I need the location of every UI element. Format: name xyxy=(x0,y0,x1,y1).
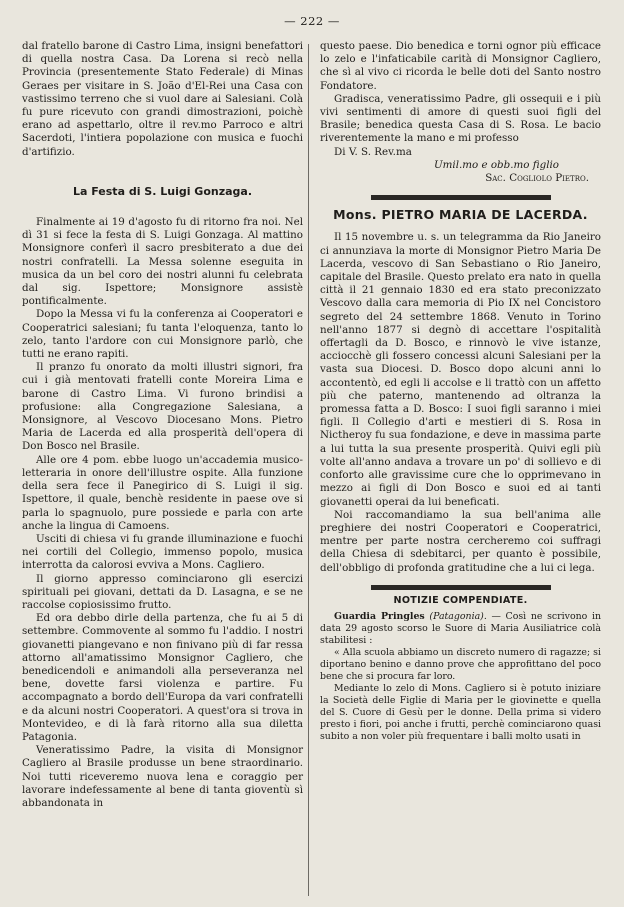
page-number: — 222 — xyxy=(284,14,340,28)
place-region: (Patagonia). xyxy=(429,610,487,622)
paragraph-lead xyxy=(320,611,601,647)
paragraph: Usciti di chiesa vi fu grande illuminazione e fuochi nei cortili del Collegio, immenso popolo, musica interrotta da calorosi evviva a Mons. Cagliero. xyxy=(22,532,303,572)
column-divider xyxy=(308,44,309,896)
left-column xyxy=(22,40,303,810)
paragraph: questo paese. Dio benedica e torni ognor più efficace lo zelo e l'infaticabile carità di Monsignor Cagliero, che sì al vivo ci ricorda le belle doti del Santo nostro Fondatore. xyxy=(320,40,601,92)
section-heading-festa: La Festa di S. Luigi Gonzaga. xyxy=(72,184,253,198)
paragraph: Veneratissimo Padre, la visita di Monsignor Cagliero al Brasile produsse un bene straordinario. Noi tutti riceveremo nuova lena e coraggio per lavorare indefessamente al bene di tanta gioventù sì abbandonata in xyxy=(22,744,303,809)
section-rule xyxy=(371,195,551,200)
paragraph: Dopo la Messa vi fu la conferenza ai Cooperatori e Cooperatrici salesiani; fu tanta l'eloquenza, tanto lo zelo, tanto l'ardore con cui Monsignore parlò, che tutti ne erano rapiti. xyxy=(22,308,303,361)
paragraph: Mediante lo zelo di Mons. Cagliero si è potuto iniziare la Società delle Figlie di Maria per le giovinette e quella del S. Cuore di Gesù per le donne. Della prima si videro presto i fiori, poi anche i frutti, perchè cominciarono quasi subito a non voler più frequentare i balli molto usati in xyxy=(320,682,601,742)
paragraph: Di V. S. Rev.ma xyxy=(334,145,412,158)
paragraph: Il pranzo fu onorato da molti illustri signori, fra cui i già mentovati fratelli conte Moreira Lima e barone di Castro Lima. Vi furono brindisi a profusione: alla Congregazione Salesiana, a Monsignore, al Vescovo Diocesano Mons. Pietro Maria de Lacerda ed alla prosperità dell'opera di Don Bosco nel Brasile. xyxy=(22,361,303,453)
section-heading-lacerda: Mons. PIETRO MARIA DE LACERDA. xyxy=(333,207,588,223)
paragraph: Noi raccomandiamo la sua bell'anima alle preghiere dei nostri Cooperatori e Cooperatrici, mentre per parte nostra cercheremo coi suffragi della Chiesa di sdebitarci, per quanto è possibile, dell'obbligo di profonda gratitudine che a lui ci lega. xyxy=(320,508,601,574)
signature-name: Sac. Cogliolo Pietro. xyxy=(485,172,589,185)
paragraph: Alle ore 4 pom. ebbe luogo un'accademia musico-letteraria in onore dell'illustre ospite. Alla funzione della sera fece il Panegirico di S. Luigi il sig. Ispettore, il quale, benchè residente in paese ove si parla lo spagnuolo, pure possiede e parla con arte anche la lingua di Camoens. xyxy=(22,453,303,532)
paragraph: Il giorno appresso cominciarono gli esercizi spirituali pei giovani, dettati da D. Lasagna, e se ne raccolse copiosissimo frutto. xyxy=(22,572,303,611)
section-rule xyxy=(371,585,551,590)
signature-salutation: Umil.mo e obb.mo figlio xyxy=(433,158,559,171)
right-column xyxy=(320,40,601,743)
place-name: Guardia Pringles xyxy=(334,610,425,622)
lead-text: — Così ne scrivono in data 29 agosto scorso le Suore di Maria Ausiliatrice colà stabilitesi : xyxy=(320,610,601,646)
paragraph: Finalmente ai 19 d'agosto fu di ritorno fra noi. Nel dì 31 si fece la festa di S. Luigi Gonzaga. Al mattino Monsignore conferì il sacro presbiterato a due dei nostri confratelli. La Messa solenne eseguita in musica da un bel coro dei nostri alunni fu celebrata dal sig. Ispettore; Monsignore assistè pontificalmente. xyxy=(22,216,303,308)
paragraph: Ed ora debbo dirle della partenza, che fu ai 5 di settembre. Commovente al sommo fu l'addio. I nostri giovanetti piangevano e non finivano più di far ressa attorno all'amatissimo Monsignor Cagliero, che benedicendoli e animandoli alla perseveranza nel bene, dovette farsi violenza e partire. Fu accompagnato a bordo dell'Europa da vari confratelli e da alcuni nostri Cooperatori. A quest'ora si trova in Montevideo, e di là farà ritorno alla sua diletta Patagonia. xyxy=(22,612,303,743)
section-heading-notizie: NOTIZIE COMPENDIATE. xyxy=(393,594,528,606)
paragraph: dal fratello barone di Castro Lima, insigni benefattori di quella nostra Casa. Da Lorena si recò nella Provincia (presentemente Stato Federale) di Minas Geraes per visitare in S. João d'El-Rei una Casa con vastissimo terreno che si vuol dare ai Salesiani. Colà fu pure ricevuto con grandi dimostrazioni, poichè erano ad aspettarlo, oltre il rev.mo Parroco e altri Sacerdoti, l'intiera popolazione con musica e fuochi d'artifizio. xyxy=(22,40,303,158)
paragraph: Gradisca, veneratissimo Padre, gli ossequii e i più vivi sentimenti di amore di questi suoi figli del Brasile; benedica questa Casa di S. Rosa. Le bacio riverentemente la mano e mi professo xyxy=(320,92,601,145)
paragraph: « Alla scuola abbiamo un discreto numero di ragazze; si diportano benino e danno prove che approfittano del poco bene che si procura far loro. xyxy=(320,646,601,682)
paragraph: Il 15 novembre u. s. un telegramma da Rio Janeiro ci annunziava la morte di Monsignor Pietro Maria De Lacerda, vescovo di San Sebastiano o Rio Janeiro, capitale del Brasile. Questo prelato era nato in quella città il 21 gennaio 1830 ed era stato preconizzato Vescovo dalla cara memoria di Pio IX nel Concistoro segreto del 24 settembre 1868. Venuto in Torino nell'anno 1877 si degnò di accettare l'ospitalità offertagli da D. Bosco, e rinnovò le vive istanze, acciocchè gli fossero concessi alcuni Salesiani per la vasta sua Diocesi. D. Bosco dopo alcuni anni lo accontentò, ed egli li accolse e li trattò con un affetto più che paterno, mantenendo ad oltranza la promessa fatta a D. Bosco: I suoi figli saranno i miei figli. Il Collegio d'arti e mestieri di S. Rosa in Nictheroy fu sua fondazione, e deve in massima parte a lui tutta la sua presente prosperità. Quivi egli più volte all'anno andava a trovare un po' di sollievo e di conforto alle gravissime cure che lo opprimevano in mezzo ai figli di Don Bosco e suoi ed ai tanti giovanetti operai da lui beneficati. xyxy=(320,231,602,508)
